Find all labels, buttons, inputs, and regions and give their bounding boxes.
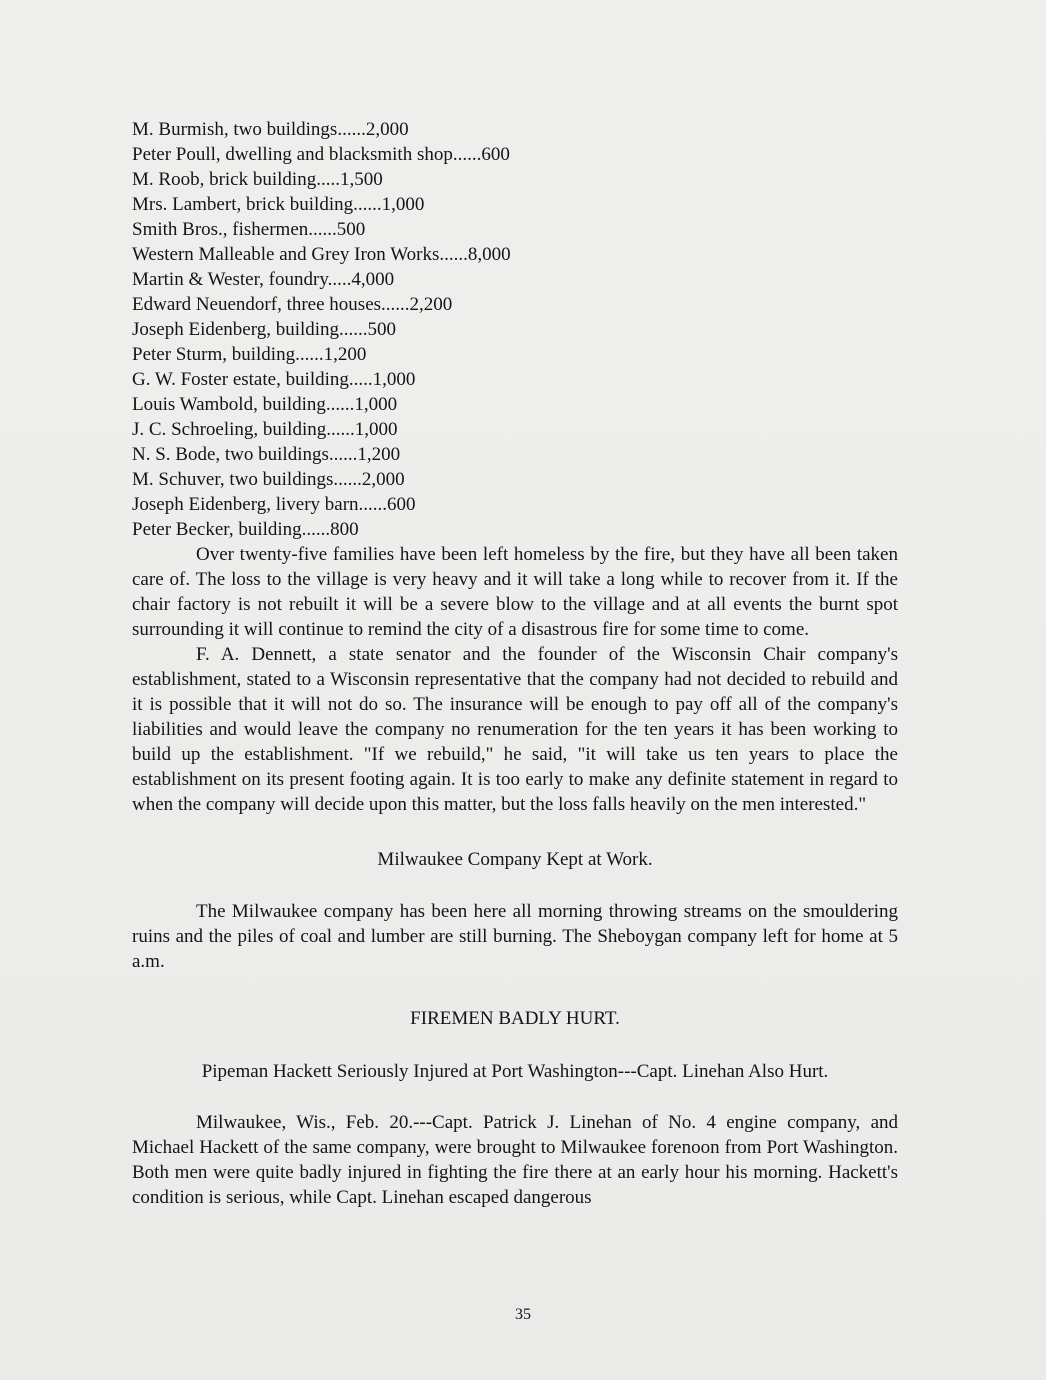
list-item: Peter Sturm, building......1,200 [132,344,367,365]
heading-firemen-hurt: FIREMEN BADLY HURT. [410,1008,620,1029]
list-item: G. W. Foster estate, building.....1,000 [132,369,416,390]
list-item: Western Malleable and Grey Iron Works......8,000 [132,244,511,265]
list-item: Joseph Eidenberg, building......500 [132,319,397,340]
list-item: Peter Becker, building......800 [132,519,359,540]
list-item: Louis Wambold, building......1,000 [132,394,398,415]
list-item: Mrs. Lambert, brick building......1,000 [132,194,425,215]
list-item: M. Burmish, two buildings......2,000 [132,119,409,140]
list-item: Martin & Wester, foundry.....4,000 [132,269,395,290]
paragraph-dennett-statement: F. A. Dennett, a state senator and the founder of the Wisconsin Chair company's establishment, stated to a Wisconsin representative that the company had not decided to rebuild and it is possible that it will not do so. The insurance will be enough to pay off all of the company's liabilities and would leave the company no renumeration for the ten years it has been working to build up the establishment. "If we rebuild," he said, "it will take us ten years to place the establishment on its present footing again. It is too early to make any definite statement in regard to when the company will decide upon this matter, but the loss falls heavily on the men interested." [132,644,898,815]
list-item: Joseph Eidenberg, livery barn......600 [132,494,416,515]
heading-milwaukee-company: Milwaukee Company Kept at Work. [377,849,653,870]
paragraph-milwaukee-company: The Milwaukee company has been here all morning throwing streams on the smouldering ruins and the piles of coal and lumber are still burning. The Sheboygan company left for home at 5 a.m. [132,901,898,972]
loss-list [132,117,898,542]
list-item: Smith Bros., fishermen......500 [132,219,366,240]
list-item: M. Roob, brick building.....1,500 [132,169,383,190]
page-number: 35 [515,1306,531,1323]
list-item: Edward Neuendorf, three houses......2,200 [132,294,453,315]
subheading-pipeman-hackett: Pipeman Hackett Seriously Injured at Port Washington---Capt. Linehan Also Hurt. [201,1061,829,1082]
list-item: J. C. Schroeling, building......1,000 [132,419,398,440]
page-content [132,117,898,1210]
list-item: N. S. Bode, two buildings......1,200 [132,444,401,465]
list-item: M. Schuver, two buildings......2,000 [132,469,405,490]
paragraph-homeless-families: Over twenty-five families have been left homeless by the fire, but they have all been taken care of. The loss to the village is very heavy and it will take a long while to recover from it. If the chair factory is not rebuilt it will be a severe blow to the village and at all events the burnt spot surrounding it will continue to remind the city of a disastrous fire for some time to come. [132,544,898,640]
list-item: Peter Poull, dwelling and blacksmith shop......600 [132,144,510,165]
paragraph-linehan-hackett: Milwaukee, Wis., Feb. 20.---Capt. Patrick J. Linehan of No. 4 engine company, and Michael Hackett of the same company, were brought to Milwaukee forenoon from Port Washington. Both men were quite badly injured in fighting the fire there at an early hour his morning. Hackett's condition is serious, while Capt. Linehan escaped dangerous [132,1112,898,1208]
